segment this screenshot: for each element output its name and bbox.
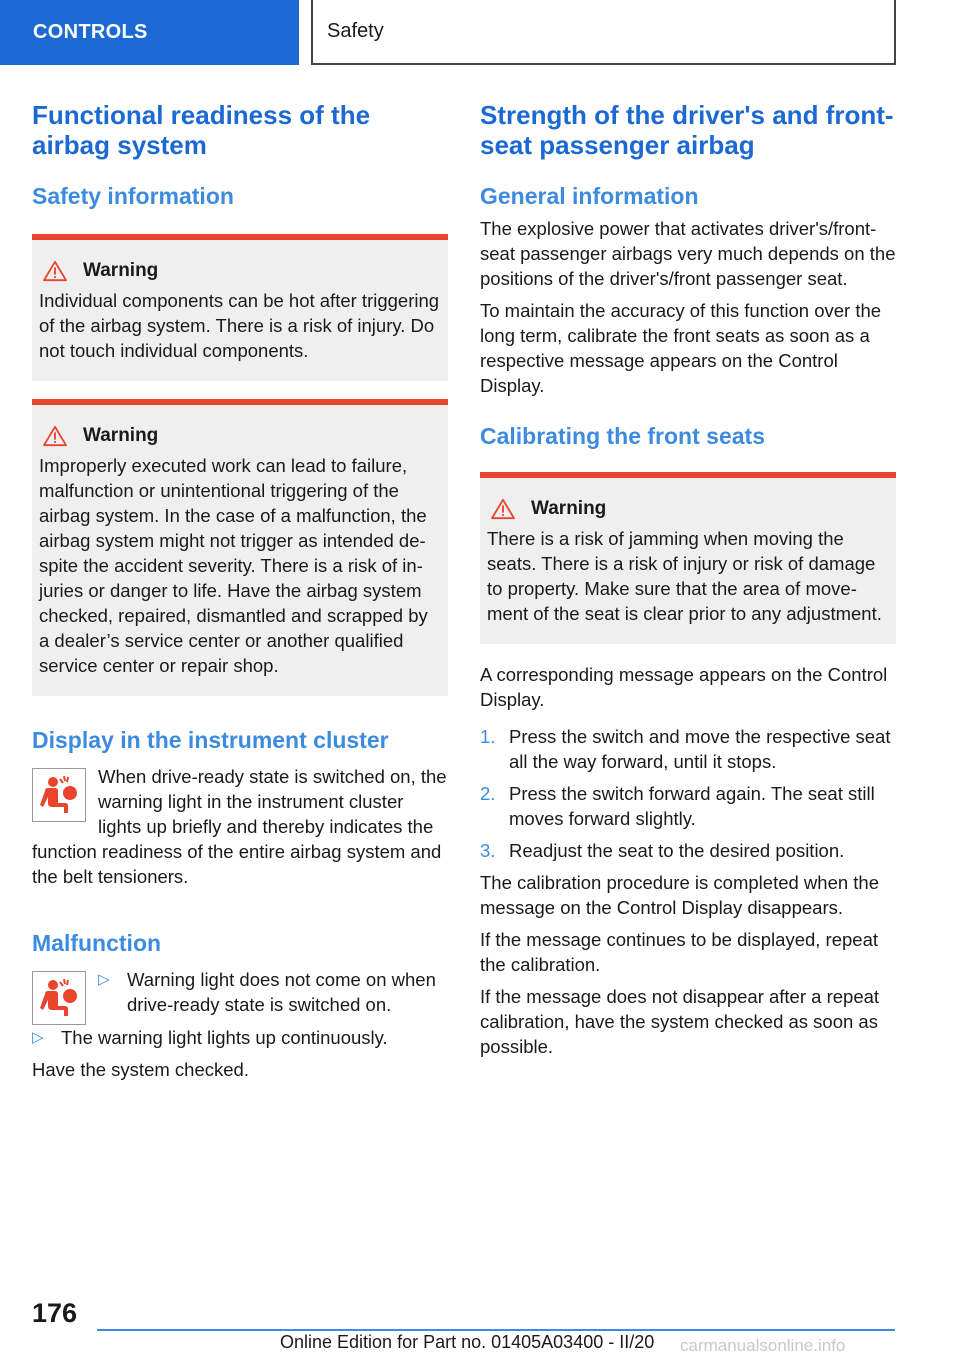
step-number: 2. (480, 783, 496, 804)
message-paragraph: A corresponding message appears on the Control Display. (480, 664, 888, 710)
warning-box (32, 234, 448, 381)
page-heading-airbag-strength: Strength of the driver's and front-seat passenger airbag (480, 100, 894, 160)
step-text: Press the switch forward again. The seat still moves forward slightly. (509, 783, 875, 829)
left-column (32, 100, 448, 1089)
heading-general-information: General information (480, 183, 699, 209)
chapter-tab: CONTROLS (0, 0, 299, 65)
airbag-warning-light-icon (32, 768, 86, 822)
warning-triangle-icon (489, 498, 517, 520)
list-item (480, 838, 896, 863)
list-item (32, 1025, 448, 1050)
malfunction-footer: Have the system checked. (32, 1059, 249, 1080)
general-paragraph: To maintain the accuracy of this function over the long term, calibrate the front seats as soon as a respective message appears on the Control Display. (480, 300, 882, 396)
page-number: 176 (32, 1298, 78, 1328)
bullet-triangle-icon: ▷ (32, 1029, 44, 1046)
warning-text: Individual components can be hot after triggering of the airbag system. There is a risk of injury. Do not touch individual components. (39, 290, 440, 361)
footer-divider (97, 1329, 895, 1331)
list-item-text: The warning light lights up continuously. (61, 1027, 388, 1048)
step-number: 1. (480, 726, 496, 747)
heading-display-instrument-cluster: Display in the instrument cluster (32, 727, 389, 753)
edition-footer: Online Edition for Part no. 01405A03400 - II/20 (280, 1332, 655, 1352)
warning-triangle-icon (41, 260, 69, 282)
display-description (32, 764, 448, 889)
display-text: When drive-ready state is switched on, the warning light in the instrument cluster lights up briefly and thereby indicates the function readiness of the entire airbag system and the belt tensioners. (32, 766, 447, 887)
heading-malfunction: Malfunction (32, 930, 162, 956)
general-paragraph: The explosive power that activates driver's/front-seat passenger airbags very much depends on the positions of the driver's/front passenger seat. (480, 218, 896, 289)
warning-triangle-icon (41, 425, 69, 447)
warning-title: Warning (83, 260, 159, 281)
right-column (480, 100, 896, 1066)
step-text: Readjust the seat to the desired position. (509, 840, 845, 861)
list-item (480, 781, 896, 831)
airbag-warning-light-icon (32, 971, 86, 1025)
warning-title: Warning (531, 498, 607, 519)
step-number: 3. (480, 840, 496, 861)
warning-text: Improperly executed work can lead to failure, malfunction or unintentional triggering of the airbag system. In the case of a malfunction, the airbag system might not trigger as intended despite the accident severity. There is a risk of injuries or danger to life. Have the airbag system checked, repaired, dismantled and scrapped by a dealer’s service center or another qualified service center or repair shop. (39, 455, 428, 676)
warning-title: Warning (83, 425, 159, 446)
bullet-triangle-icon: ▷ (98, 971, 110, 988)
list-item (480, 724, 896, 774)
section-title: Safety (311, 0, 896, 65)
watermark: carmanualsonline.info (680, 1336, 846, 1355)
page-heading-airbag-readiness: Functional readiness of the airbag system (32, 100, 371, 160)
list-item (98, 967, 448, 1018)
completion-paragraph: The calibration procedure is completed when the message on the Control Display disappears. (480, 872, 880, 918)
malfunction-first-item (32, 967, 448, 1025)
list-item-text: Warning light does not come on when drive-ready state is switched on. (127, 969, 436, 1015)
check-paragraph: If the message does not disappear after a repeat calibration, have the system checked as soon as possible. (480, 986, 880, 1057)
warning-box (32, 399, 448, 696)
warning-box (480, 472, 896, 644)
heading-safety-information: Safety information (32, 183, 234, 209)
repeat-paragraph: If the message continues to be displayed, repeat the calibration. (480, 929, 879, 975)
warning-text: There is a risk of jamming when moving the seats. There is a risk of injury or risk of damage to property. Make sure that the area of movement of the seat is clear prior to any adjustment. (487, 528, 882, 624)
heading-calibrating-front-seats: Calibrating the front seats (480, 423, 765, 449)
step-text: Press the switch and move the respective seat all the way forward, until it stops. (509, 726, 891, 772)
